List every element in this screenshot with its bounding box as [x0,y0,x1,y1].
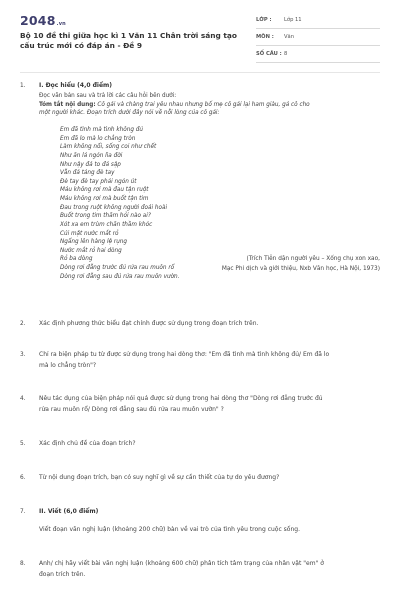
poem-line: Đau trong ruột không người đoái hoài [60,204,168,211]
question-line: đoạn trích trên. [39,571,86,579]
document-title: Bộ 10 đề thi giữa học kì 1 Văn 11 Chân trời sáng tạo cấu trúc mới có đáp án - Đề 9 [20,31,237,51]
question-text: Xác định phương thức biểu đạt chính được sử dụng trong đoạn trích trên. [39,320,259,327]
poem-line: Cúi mặt nước mắt rỏ [60,230,119,237]
poem-line: Đè tay đè tay phải ngón út [60,178,137,185]
question-text [39,349,381,372]
question-line: mà lo chẳng tròn"? [39,362,97,370]
question-text: Viết đoạn văn nghị luận (khoảng 200 chữ) bàn về vai trò của tình yêu trong cuộc sống. [39,526,300,533]
question-number: 5. [20,441,26,447]
logo-text: 2048 [20,13,56,28]
instruction-text: Đọc văn bản sau và trả lời các câu hỏi bên dưới: [39,93,177,99]
poem-line: Xót xa em trùm chăn thầm khóc [60,221,153,228]
poem-line: Buốt trong tim thăm hỏi nào ai? [60,213,151,220]
question-line: Chỉ ra biện pháp tu từ được sử dụng trong hai dòng thơ: "Em đã tình mà tình không đủ/ Em đã lo [39,351,330,358]
question-number: 7. [20,509,26,515]
summary-label: Tóm tắt nội dung: [39,101,96,108]
meta-label: SỐ CÂU : [256,51,282,57]
poem-line: Dòng rơi đẵng sau đủ rửa rau muôn vườn. [60,273,180,280]
question-number: 3. [20,352,26,358]
poem-line: Em đã lo mà lo chẳng tròn [60,135,136,142]
meta-value: Lớp 11 [284,17,302,23]
citation-line: (Trích Tiễn dặn người yêu – Xống chụ xon xao, [246,256,380,262]
question-line: rửa rau muôn rổ/ Dòng rơi đẵng sau đủ rửa rau muôn vườn" ? [39,406,224,414]
poem-line: Như ăn lá ngón lìa đời [60,152,123,159]
poem-line: Máu không rơi mà buốt tận tim [60,196,149,202]
meta-value: 8 [284,51,288,57]
poem-line: Vẫn đá tảng đè tay [60,170,115,177]
meta-value: Văn [284,34,295,40]
question-line: Nêu tác dụng của biện pháp nói quá được sử dụng trong hai dòng thơ "Dòng rơi đẵng trước đủ [39,395,323,402]
question-line: Anh/ chị hãy viết bài văn nghị luận (khoảng 600 chữ) phân tích tâm trạng của nhân vật "em" ở [39,560,324,567]
summary-text: Cô gái và chàng trai yêu nhau nhưng bố mẹ cô gái lại ham giàu, gả cô cho [95,101,310,108]
question-text: Từ nội dung đoạn trích, bạn có suy nghĩ gì về sự cần thiết của tự do yêu đương? [39,474,280,481]
part-heading-writing: II. Viết (6,0 điểm) [39,508,99,515]
poem-line: Ngẩng lên hàng lệ rụng [60,239,128,246]
question-number: 8. [20,561,26,567]
question-text [39,393,381,416]
question-text [39,558,381,581]
summary-text-cont: một người khác. Đoạn trích dưới đây nói về nỗi lòng của cô gái: [39,110,220,117]
citation-line: Mạc Phi dịch và giới thiệu, Nxb Văn học, Hà Nội, 1973) [221,266,380,273]
question-number: 2. [20,321,26,327]
source-citation [80,254,380,275]
part-heading-reading: I. Đọc hiểu (4,0 điểm) [39,82,113,89]
reading-intro [39,92,379,118]
poem-line: Làm không nổi, sống coi như chết [60,144,157,151]
meta-label: LỚP : [256,17,272,23]
poem-line: Em đã tình mà tình không đủ [60,127,143,133]
summary-line [39,101,379,110]
poem-line: Dòng rơi đẵng trước đủ rửa rau muôn rổ [60,265,175,271]
question-number: 1. [20,83,26,89]
question-number: 4. [20,396,26,402]
poem-line: Nước mắt rỏ hai dòng [60,247,122,254]
question-number: 6. [20,475,26,481]
poem-line: Rỏ ba dòng [60,256,93,263]
poem-line: Như nậy đá to đá sập [60,161,121,168]
logo-suffix: .vn [56,21,66,27]
poem-line: Máu không rơi mà đau tận ruột [60,187,149,194]
question-text: Xác định chủ đề của đoạn trích? [39,440,136,447]
meta-label: MÔN : [256,34,274,40]
